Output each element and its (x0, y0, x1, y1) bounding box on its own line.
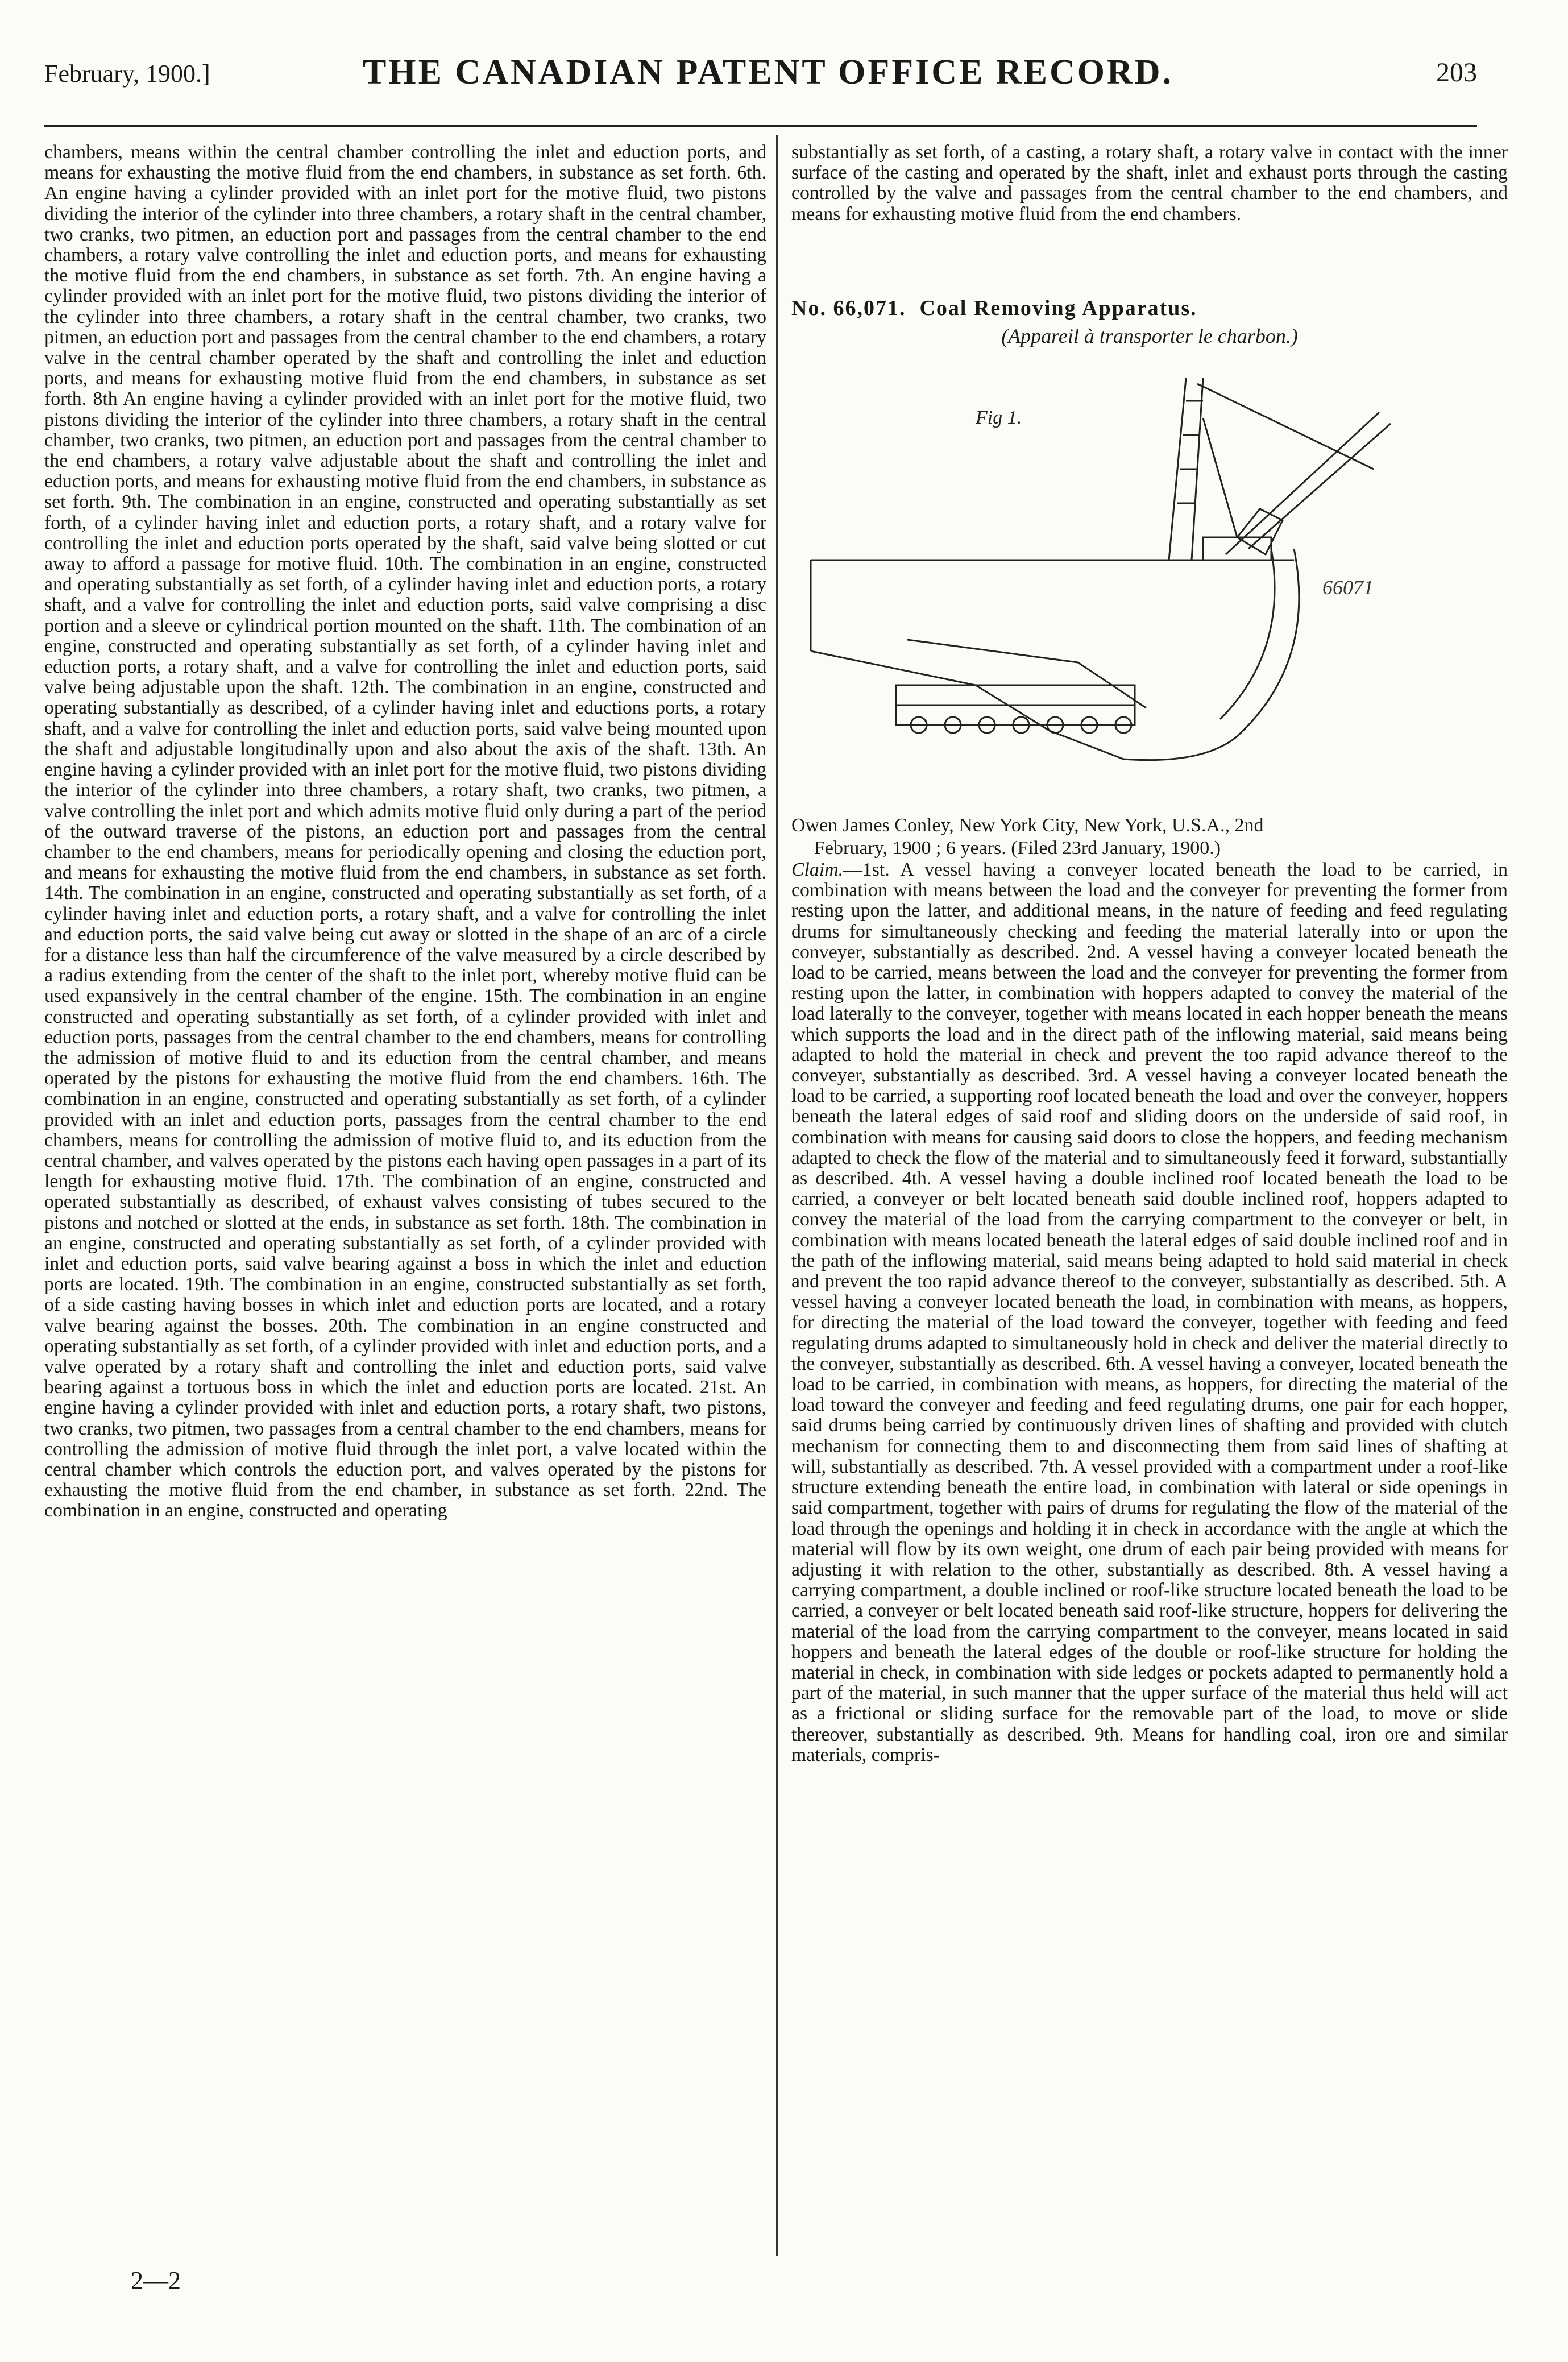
publication-title: THE CANADIAN PATENT OFFICE RECORD. (363, 53, 1174, 92)
signature-mark: 2—2 (131, 2266, 181, 2294)
right-column-claims (791, 860, 1508, 2253)
header-date: February, 1900.] (44, 60, 210, 88)
patent-heading (791, 296, 1508, 348)
patent-title: Coal Removing Apparatus. (919, 296, 1197, 320)
left-column (44, 142, 766, 2246)
figure-handwritten-number: 66071 (1322, 576, 1374, 599)
page-number: 203 (1436, 57, 1477, 88)
patent-number-line (791, 296, 1508, 321)
patent-french-title: (Appareil à transporter le charbon.) (1001, 325, 1298, 347)
patent-number: No. 66,071. (791, 296, 906, 320)
claims-paragraph (791, 860, 1508, 1766)
figure-label: Fig 1. (976, 407, 1022, 428)
right-column-top-text: substantially as set forth, of a casting, a rotary shaft, a rotary valve in contact with the inner surface of the casting and operated by the shaft, inlet and exhaust ports through the casting controlled by the valve and passages from the central chamber to the end chambers, and means for exhausting motive fluid from the end chambers. (791, 142, 1508, 225)
inventor-line-2: February, 1900 ; 6 years. (Filed 23rd January, 1900.) (814, 838, 1221, 859)
header-rule (44, 125, 1477, 127)
claims-text: —1st. A vessel having a conveyer located beneath the load to be carried, in combination with means between the load and the conveyer for preventing the former from resting upon the latter, and additional means, in the nature of feeding and feed regulating drums for simultaneously checking and feeding the material laterally into or upon the conveyer, substantially as described. 2nd. A vessel having a conveyer located beneath the load to be carried, means between the load and the conveyer for preventing the former from resting upon the latter, in combination with hoppers adapted to convey the material of the load laterally to the conveyer, together with means located in each hopper beneath the means which supports the load and in the direct path of the inflowing material, said means being adapted to hold the material in check and prevent the too rapid advance thereof to the conveyer, substantially as described. 3rd. A vessel having a conveyer located beneath the load to be carried, a supporting roof located beneath the load and over the conveyer, hoppers beneath the lateral edges of said roof and sliding doors on the underside of said roof, in combination with means for causing said doors to close the hoppers, and feeding mechanism adapted to check the flow of the material and to simultaneously feed it forward, substantially as described. 4th. A vessel having a double inclined roof located beneath the load to be carried, a conveyer or belt located beneath said double inclined roof, hoppers adapted to convey the material of the load from the carrying compartment to the conveyer or belt, in combination with means located beneath the lateral edges of said double inclined roof and in the path of the inflowing material, said means being adapted to hold said material in check and prevent the too rapid advance thereof to the conveyer, substantially as described. 5th. A vessel having a conveyer located beneath the load, in combination with means, as hoppers, for directing the material of the load toward the conveyer, together with feeding and feed regulating drums adapted to simultaneously hold in check and deliver the material directly to the conveyer, substantially as described. 6th. A vessel having a conveyer, located beneath the load to be carried, in combination with means, as hoppers, for directing the material of the load toward the conveyer and feeding and feed regulating drums, one pair for each hopper, said drums being carried by continuously driven lines of shafting and provided with clutch mechanism for connecting them to and disconnecting them from said lines of shafting at will, substantially as described. 7th. A vessel provided with a compartment under a roof-like structure extending beneath the entire load, in combination with lateral or side openings in said compartment, together with pairs of drums for regulating the flow of the material of the load through the openings and holding it in check in accordance with the angle at which the material will flow by its own weight, one drum of each pair being provided with means for adjusting it with relation to the other, substantially as described. 8th. A vessel having a carrying compartment, a double inclined or roof-like structure located beneath the load to be carried, a conveyer or belt located beneath said roof-like structure, hoppers for delivering the material of the load from the carrying compartment to the conveyer, means located in said hoppers and beneath the lateral edges of the double or roof-like structure for holding the material in check, in combination with side ledges or pockets adapted to permanently hold a part of the material, in such manner that the upper surface of the material thus held will act as a frictional or sliding surface for the removable part of the load, to move or slide thereover, substantially as described. 9th. Means for handling coal, iron ore and similar materials, compris- (791, 859, 1508, 1766)
patent-figure (805, 367, 1408, 805)
left-column-text: chambers, means within the central chamber controlling the inlet and eduction ports, and means for exhausting the motive fluid from the end chambers, in substance as set forth. 6th. An engine having a cylinder provided with an inlet port for the motive fluid, two pistons dividing the interior of the cylinder into three chambers, a rotary shaft in the central chamber, two cranks, two pitmen, an eduction port and passages from the central chamber to the end chambers, a rotary valve controlling the inlet and eduction ports, and means for exhausting the motive fluid from the end chambers, in substance as set forth. 7th. An engine having a cylinder provided with an inlet port for the motive fluid, two pistons dividing the interior of the cylinder into three chambers, a rotary shaft in the central chamber, two cranks, two pitmen, an eduction port and passages from the central chamber to the end chambers, a rotary valve in the central chamber operated by the shaft and controlling the inlet and eduction ports, and means for exhausting motive fluid from the end chambers, in substance as set forth. 8th An engine having a cylinder provided with an inlet port for the motive fluid, two pistons dividing the interior of the cylinder into three chambers, a rotary shaft in the central chamber, two cranks, two pitmen, an eduction port and passages from the central chamber to the end chambers, a rotary valve adjustable about the shaft and controlling the inlet and eduction ports, and means for exhausting motive fluid from the end chambers, in substance as set forth. 9th. The combination in an engine, constructed and operating substantially as set forth, of a cylinder having inlet and eduction ports, a rotary shaft, and a rotary valve for controlling the inlet and eduction ports operated by the shaft, said valve being slotted or cut away to afford a passage for motive fluid. 10th. The combination in an engine, constructed and operating substantially as set forth, of a cylinder having inlet and eduction ports, a rotary shaft, and a valve for controlling the inlet and eduction ports, said valve comprising a disc portion and a sleeve or cylindrical portion mounted on the shaft. 11th. The combination of an engine, constructed and operating substantially as set forth, of a cylinder having inlet and eduction ports, a rotary shaft, and a valve for controlling the inlet and eduction ports, said valve being adjustable upon the shaft. 12th. The combination in an engine, constructed and operating substantially as described, of a cylinder having inlet and eductions ports, a rotary shaft, and a valve for controlling the inlet and eduction ports, said valve being mounted upon the shaft and adjustable longitudinally upon and also about the axis of the shaft. 13th. An engine having a cylinder provided with an inlet port for the motive fluid, two pistons dividing the interior of the cylinder into three chambers, a rotary shaft, two cranks, two pitmen, a valve controlling the inlet port and which admits motive fluid only during a part of the period of the outward traverse of the pistons, an eduction port and passages from the central chamber to the end chambers, means for periodically opening and closing the eduction port, and means for exhausting the motive fluid from the end chambers, in substance as set forth. 14th. The combination in an engine, constructed and operating substantially as set forth, of a cylinder having inlet and eduction ports, a rotary shaft, and a valve for controlling the inlet and eduction ports, the said valve being cut away or slotted in the shape of an arc of a circle for a distance less than half the circumference of the valve measured by a circle described by a radius extending from the center of the shaft to the inlet port, whereby motive fluid can be used expansively in the central chamber of the engine. 15th. The combination in an engine constructed and operating substantially as set forth, of a cylinder provided with inlet and eduction ports, passages from the central chamber to the end chambers, means for controlling the admission of motive fluid to and its eduction from the central chamber, and means operated by the pistons for exhausting the motive fluid from the end chambers. 16th. The combination in an engine, constructed and operating substantially as set forth, of a cylinder provided with an inlet and eduction ports, passages from the central chamber to the end chambers, means for controlling the admission of motive fluid to, and its eduction from the central chamber, and valves operated by the pistons each having open passages in a part of its length for exhausting motive fluid. 17th. The combination of an engine, constructed and operated substantially as described, of exhaust valves consisting of tubes secured to the pistons and notched or slotted at the ends, in substance as set forth. 18th. The combination in an engine, constructed and operating substantially as set forth, of a cylinder provided with inlet and eduction ports, said valve bearing against a boss in which the inlet and eduction ports are located. 19th. The combination in an engine, constructed substantially as set forth, of a side casting having bosses in which inlet and eduction ports are located, and a rotary valve bearing against the bosses. 20th. The combination in an engine constructed and operating substantially as set forth, of a cylinder provided with inlet and eduction ports, and a valve operated by a rotary shaft and controlling the inlet and eduction ports, said valve bearing against a tortuous boss in which the inlet and eduction ports are located. 21st. An engine having a cylinder provided with inlet and eduction ports, a rotary shaft, two pistons, two cranks, two pitmen, two passages from a central chamber to the end chambers, means for controlling the admission of motive fluid through the inlet port, a valve located within the central chamber which controls the eduction port, and valves operated by the pistons for exhausting the motive fluid from the end chamber, in substance as set forth. 22nd. The combination in an engine, constructed and operating (44, 142, 766, 1522)
right-column-top (791, 142, 1508, 225)
page-header (44, 52, 1477, 98)
inventor-line-1: Owen James Conley, New York City, New York, U.S.A., 2nd (791, 815, 1264, 836)
column-divider (776, 135, 778, 2256)
inventor-block (791, 814, 1508, 860)
claim-label: Claim. (791, 859, 844, 880)
